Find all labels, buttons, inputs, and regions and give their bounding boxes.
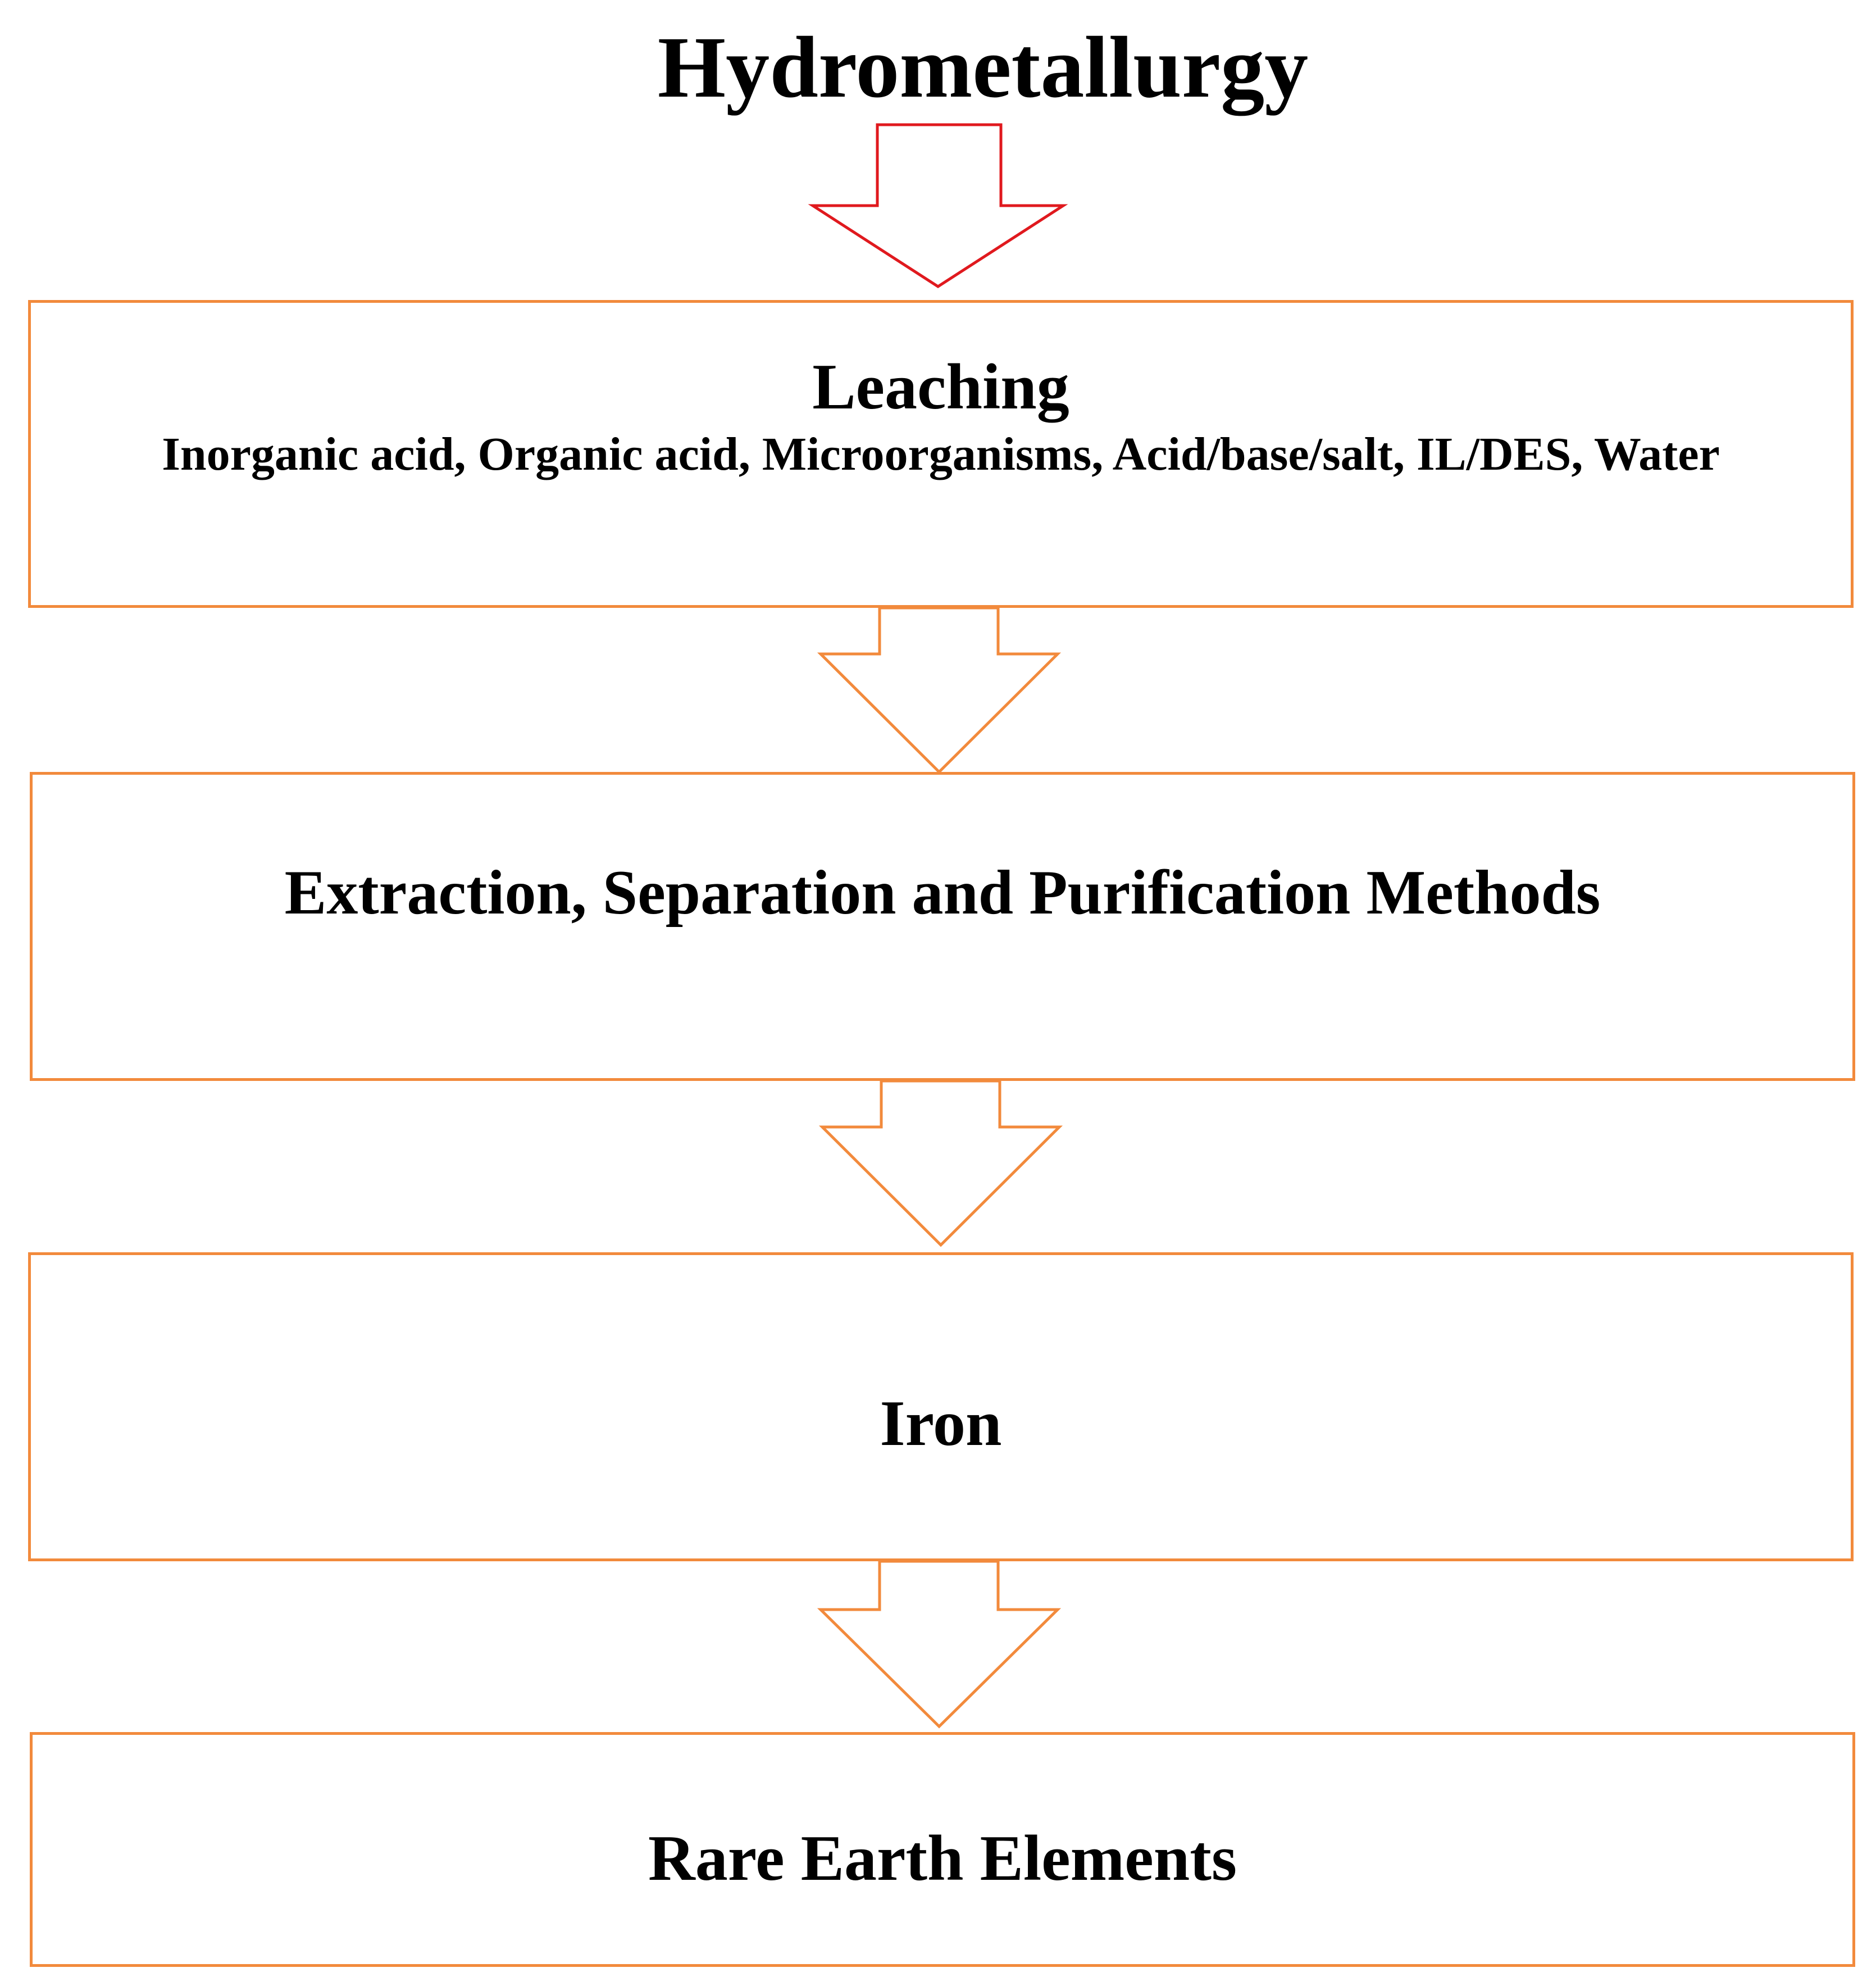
step-box-iron <box>28 1252 1854 1561</box>
step-label-extraction: Extraction, Separation and Purification Methods <box>284 858 1601 928</box>
step-label-leaching: Leaching <box>812 351 1069 423</box>
step-box-extraction <box>30 772 1855 1081</box>
down-arrow-leaching-to-extraction <box>821 608 1058 772</box>
down-arrow-iron-to-ree <box>821 1561 1058 1726</box>
step-label-iron: Iron <box>880 1388 1002 1460</box>
step-box-leaching <box>28 300 1854 608</box>
step-box-rare-earth-elements <box>30 1732 1855 1967</box>
diagram-title: Hydrometallurgy <box>657 19 1309 116</box>
step-detail-leaching: Inorganic acid, Organic acid, Microorganisms, Acid/base/salt, IL/DES, Water <box>162 428 1720 480</box>
top-down-arrow <box>813 125 1063 287</box>
step-label-rare-earth-elements: Rare Earth Elements <box>648 1823 1237 1894</box>
down-arrow-extraction-to-iron <box>822 1081 1059 1245</box>
